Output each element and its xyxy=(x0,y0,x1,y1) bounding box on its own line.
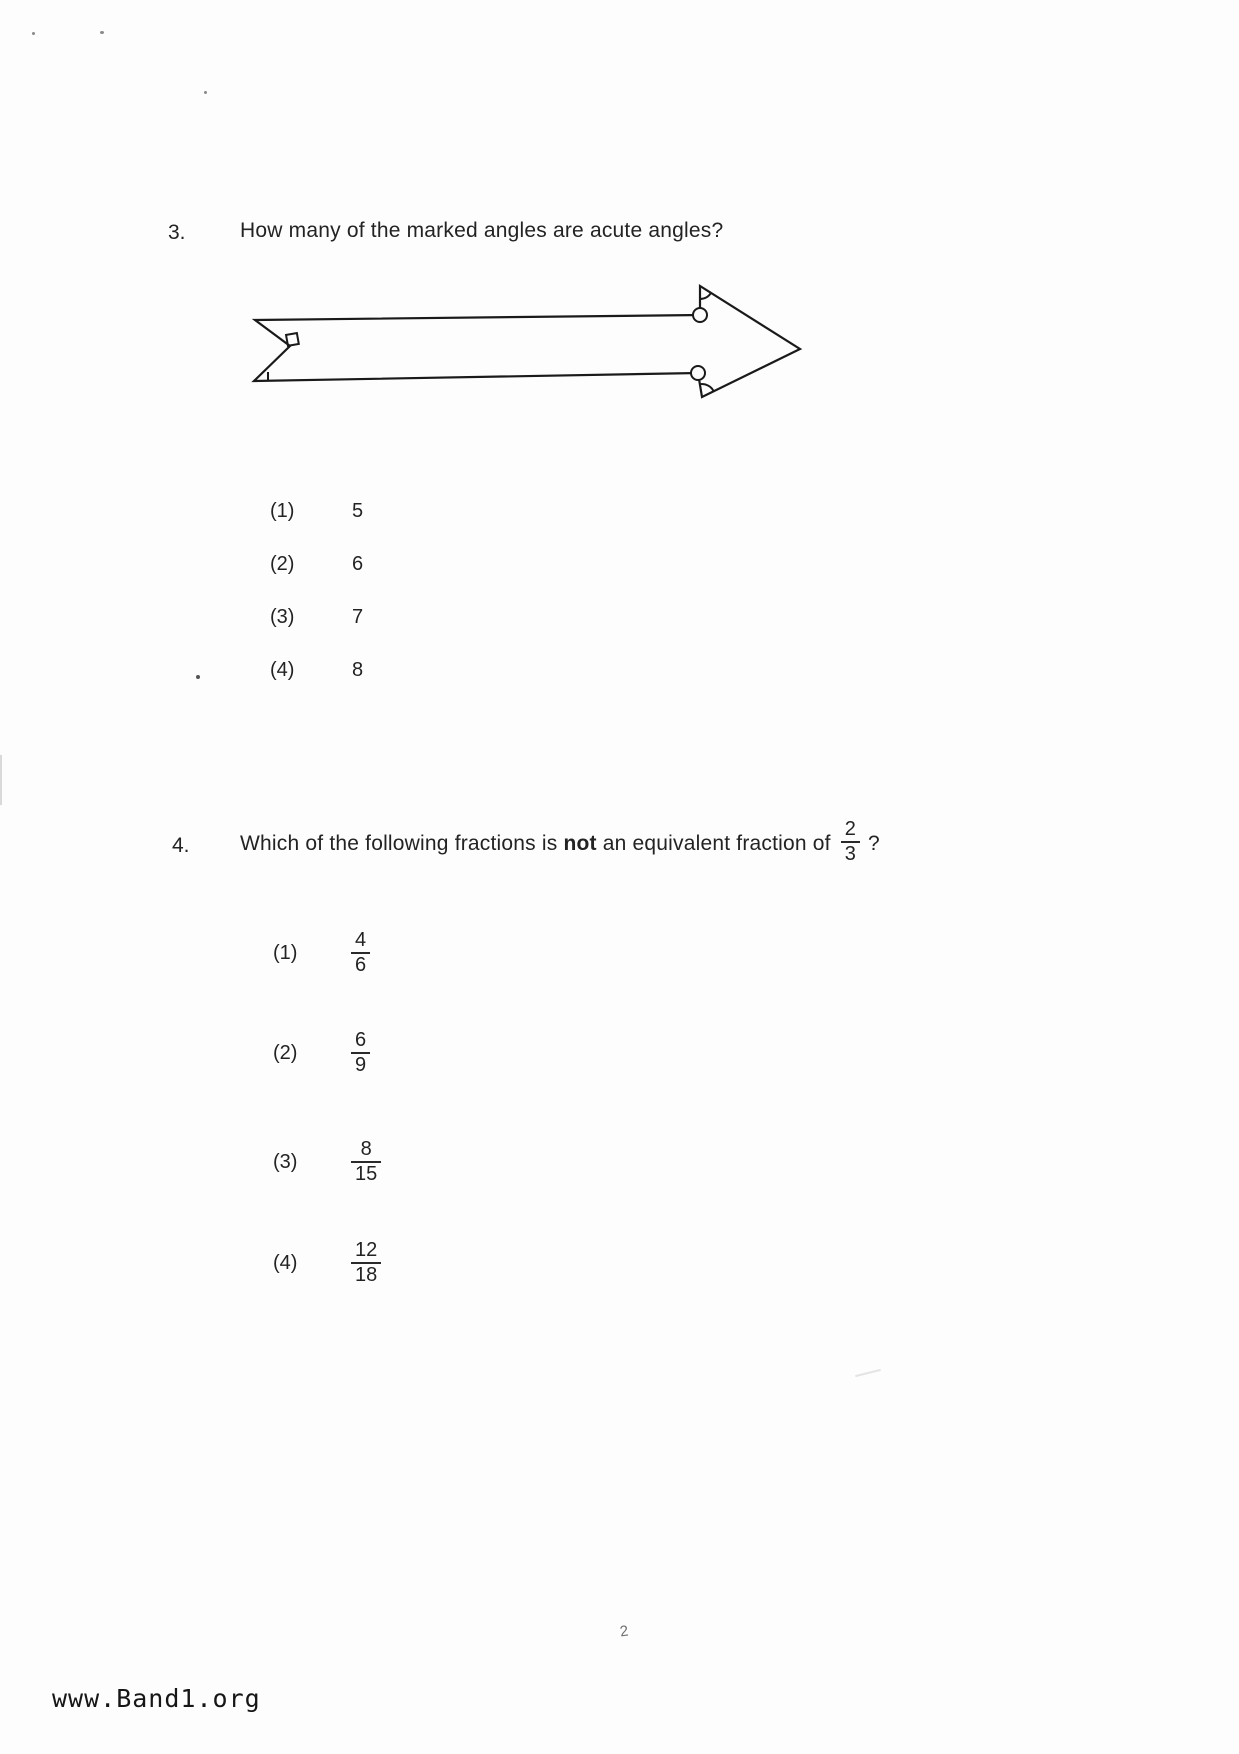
option-label: (2) xyxy=(273,1041,298,1064)
angle-mark-top-junction-circle xyxy=(693,308,707,322)
q4-option-3 xyxy=(273,1132,381,1192)
page-number: 2 xyxy=(618,1622,630,1641)
option-value: 5 xyxy=(352,500,364,522)
question-4-text xyxy=(240,815,880,873)
fraction-denominator: 6 xyxy=(351,952,370,977)
q4-bold-not: not xyxy=(563,832,597,855)
question-3-text: How many of the marked angles are acute angles? xyxy=(240,219,724,242)
option-value: 7 xyxy=(352,606,364,628)
q3-option-1 xyxy=(270,500,363,523)
block-arrow-diagram xyxy=(230,270,820,410)
question-3-number: 3. xyxy=(168,221,186,244)
arrow-outline xyxy=(254,286,800,397)
fraction-numerator: 2 xyxy=(844,818,857,840)
scan-edge-artifact xyxy=(0,755,2,805)
fraction-numerator: 4 xyxy=(355,929,367,951)
option-fraction xyxy=(351,1029,370,1077)
q3-option-4 xyxy=(270,659,363,682)
scan-speck xyxy=(32,32,35,35)
fraction-denominator: 15 xyxy=(351,1161,381,1186)
q4-text-after: an equivalent fraction of xyxy=(602,832,831,855)
fraction-denominator: 3 xyxy=(841,841,860,866)
option-label: (1) xyxy=(270,500,295,522)
q4-option-1 xyxy=(273,923,370,983)
q4-text-before: Which of the following fractions is xyxy=(240,832,558,855)
scan-speck xyxy=(100,31,104,34)
option-fraction xyxy=(351,1239,381,1287)
q3-option-2 xyxy=(270,553,363,576)
fraction-numerator: 8 xyxy=(360,1138,372,1160)
fraction-numerator: 6 xyxy=(355,1029,367,1051)
question-4-number: 4. xyxy=(172,834,190,857)
fraction-denominator: 18 xyxy=(351,1262,381,1287)
option-label: (3) xyxy=(270,606,295,628)
scan-smudge xyxy=(855,1369,881,1377)
scan-speck xyxy=(196,675,200,679)
option-fraction xyxy=(351,929,370,977)
option-value: 6 xyxy=(352,553,364,575)
scan-speck xyxy=(204,91,207,94)
block-arrow-svg xyxy=(230,270,820,410)
option-fraction xyxy=(351,1138,381,1186)
watermark-url: www.Band1.org xyxy=(52,1684,261,1713)
option-label: (1) xyxy=(273,941,298,964)
q4-option-2 xyxy=(273,1023,370,1083)
q3-option-3 xyxy=(270,606,363,629)
option-label: (4) xyxy=(270,659,295,681)
q4-question-mark: ? xyxy=(868,832,880,855)
angle-mark-bottom-junction-circle xyxy=(691,366,705,380)
fraction-denominator: 9 xyxy=(351,1052,370,1077)
fraction-numerator: 12 xyxy=(355,1239,378,1261)
option-value: 8 xyxy=(352,659,364,681)
option-label: (4) xyxy=(273,1251,298,1274)
option-label: (3) xyxy=(273,1150,298,1173)
q4-option-4 xyxy=(273,1233,381,1293)
fraction-two-thirds xyxy=(841,818,860,866)
option-label: (2) xyxy=(270,553,295,575)
